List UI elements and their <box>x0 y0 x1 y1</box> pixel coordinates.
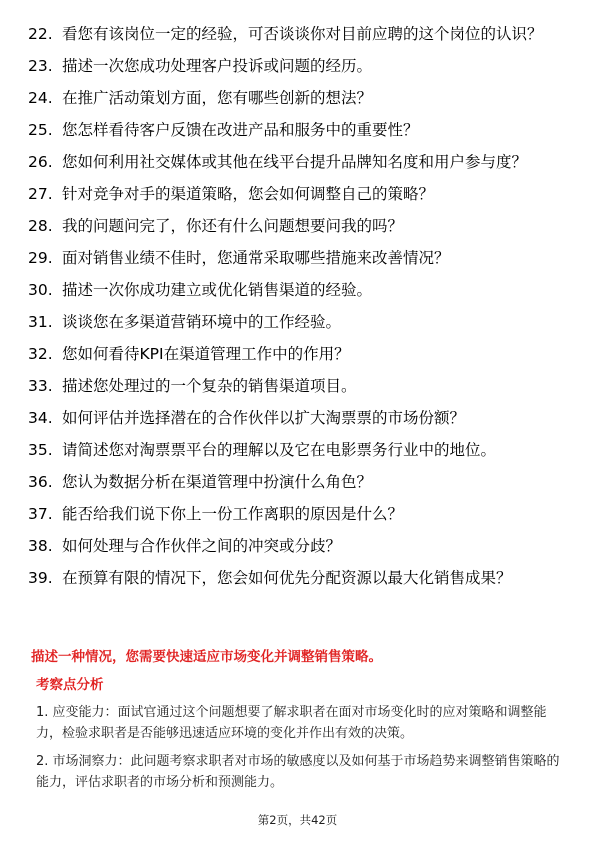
question-text: 您如何利用社交媒体或其他在线平台提升品牌知名度和用户参与度？ <box>62 153 528 171</box>
question-number: 32. <box>28 345 53 363</box>
question-number: 34. <box>28 409 53 427</box>
question-number: 24. <box>28 89 53 107</box>
question-number: 30. <box>28 281 53 299</box>
question-item <box>28 184 568 205</box>
analysis-item: 2. 市场洞察力：此问题考察求职者对市场的敏感度以及如何基于市场趋势来调整销售策略的能力，评估求职者的市场分析和预测能力。 <box>36 754 560 790</box>
analysis-item: 1. 应变能力：面试官通过这个问题想要了解求职者在面对市场变化时的应对策略和调整能力，检验求职者是否能够迅速适应环境的变化并作出有效的决策。 <box>36 705 547 741</box>
question-item <box>28 568 568 589</box>
question-text: 请简述您对淘票票平台的理解以及它在电影票务行业中的地位。 <box>62 441 497 459</box>
question-text: 描述一次您成功处理客户投诉或问题的经历。 <box>62 57 373 75</box>
question-number: 36. <box>28 473 53 491</box>
question-item <box>28 312 568 333</box>
question-number: 27. <box>28 185 53 203</box>
question-item <box>28 504 568 525</box>
question-item <box>28 376 568 397</box>
question-text: 如何评估并选择潜在的合作伙伴以扩大淘票票的市场份额？ <box>62 409 466 427</box>
question-item <box>28 248 568 269</box>
question-text: 我的问题问完了，你还有什么问题想要问我的吗？ <box>62 217 404 235</box>
question-list <box>28 24 568 600</box>
question-text: 您认为数据分析在渠道管理中扮演什么角色？ <box>62 473 373 491</box>
question-item <box>28 408 568 429</box>
analysis-list <box>36 702 568 800</box>
question-number: 28. <box>28 217 53 235</box>
highlight-question: 描述一种情况，您需要快速适应市场变化并调整销售策略。 <box>31 649 382 665</box>
question-text: 在预算有限的情况下，您会如何优先分配资源以最大化销售成果？ <box>62 569 512 587</box>
question-number: 37. <box>28 505 53 523</box>
question-item <box>28 56 568 77</box>
question-text: 看您有该岗位一定的经验，可否谈谈你对目前应聘的这个岗位的认识？ <box>62 25 543 43</box>
question-text: 您如何看待KPI在渠道管理工作中的作用？ <box>62 345 350 363</box>
question-item <box>28 280 568 301</box>
question-number: 22. <box>28 25 53 43</box>
question-item <box>28 472 568 493</box>
question-number: 31. <box>28 313 53 331</box>
question-number: 26. <box>28 153 53 171</box>
question-number: 29. <box>28 249 53 267</box>
question-text: 面对销售业绩不佳时，您通常采取哪些措施来改善情况？ <box>62 249 450 267</box>
question-text: 如何处理与合作伙伴之间的冲突或分歧？ <box>62 537 342 555</box>
page-footer: 第2页，共42页 <box>257 813 338 827</box>
question-number: 35. <box>28 441 53 459</box>
question-text: 谈谈您在多渠道营销环境中的工作经验。 <box>62 313 342 331</box>
question-text: 您怎样看待客户反馈在改进产品和服务中的重要性？ <box>62 121 419 139</box>
question-text: 针对竞争对手的渠道策略，您会如何调整自己的策略？ <box>62 185 435 203</box>
question-text: 在推广活动策划方面，您有哪些创新的想法？ <box>62 89 373 107</box>
question-number: 38. <box>28 537 53 555</box>
question-number: 33. <box>28 377 53 395</box>
question-text: 描述您处理过的一个复杂的销售渠道项目。 <box>62 377 357 395</box>
question-item <box>28 536 568 557</box>
analysis-title: 考察点分析 <box>36 677 104 693</box>
question-text: 描述一次你成功建立或优化销售渠道的经验。 <box>62 281 373 299</box>
question-number: 39. <box>28 569 53 587</box>
question-item <box>28 216 568 237</box>
question-item <box>28 24 568 45</box>
question-item <box>28 120 568 141</box>
question-number: 25. <box>28 121 53 139</box>
question-item <box>28 440 568 461</box>
question-number: 23. <box>28 57 53 75</box>
question-item <box>28 152 568 173</box>
question-text: 能否给我们说下你上一份工作离职的原因是什么？ <box>62 505 404 523</box>
question-item <box>28 88 568 109</box>
question-item <box>28 344 568 365</box>
